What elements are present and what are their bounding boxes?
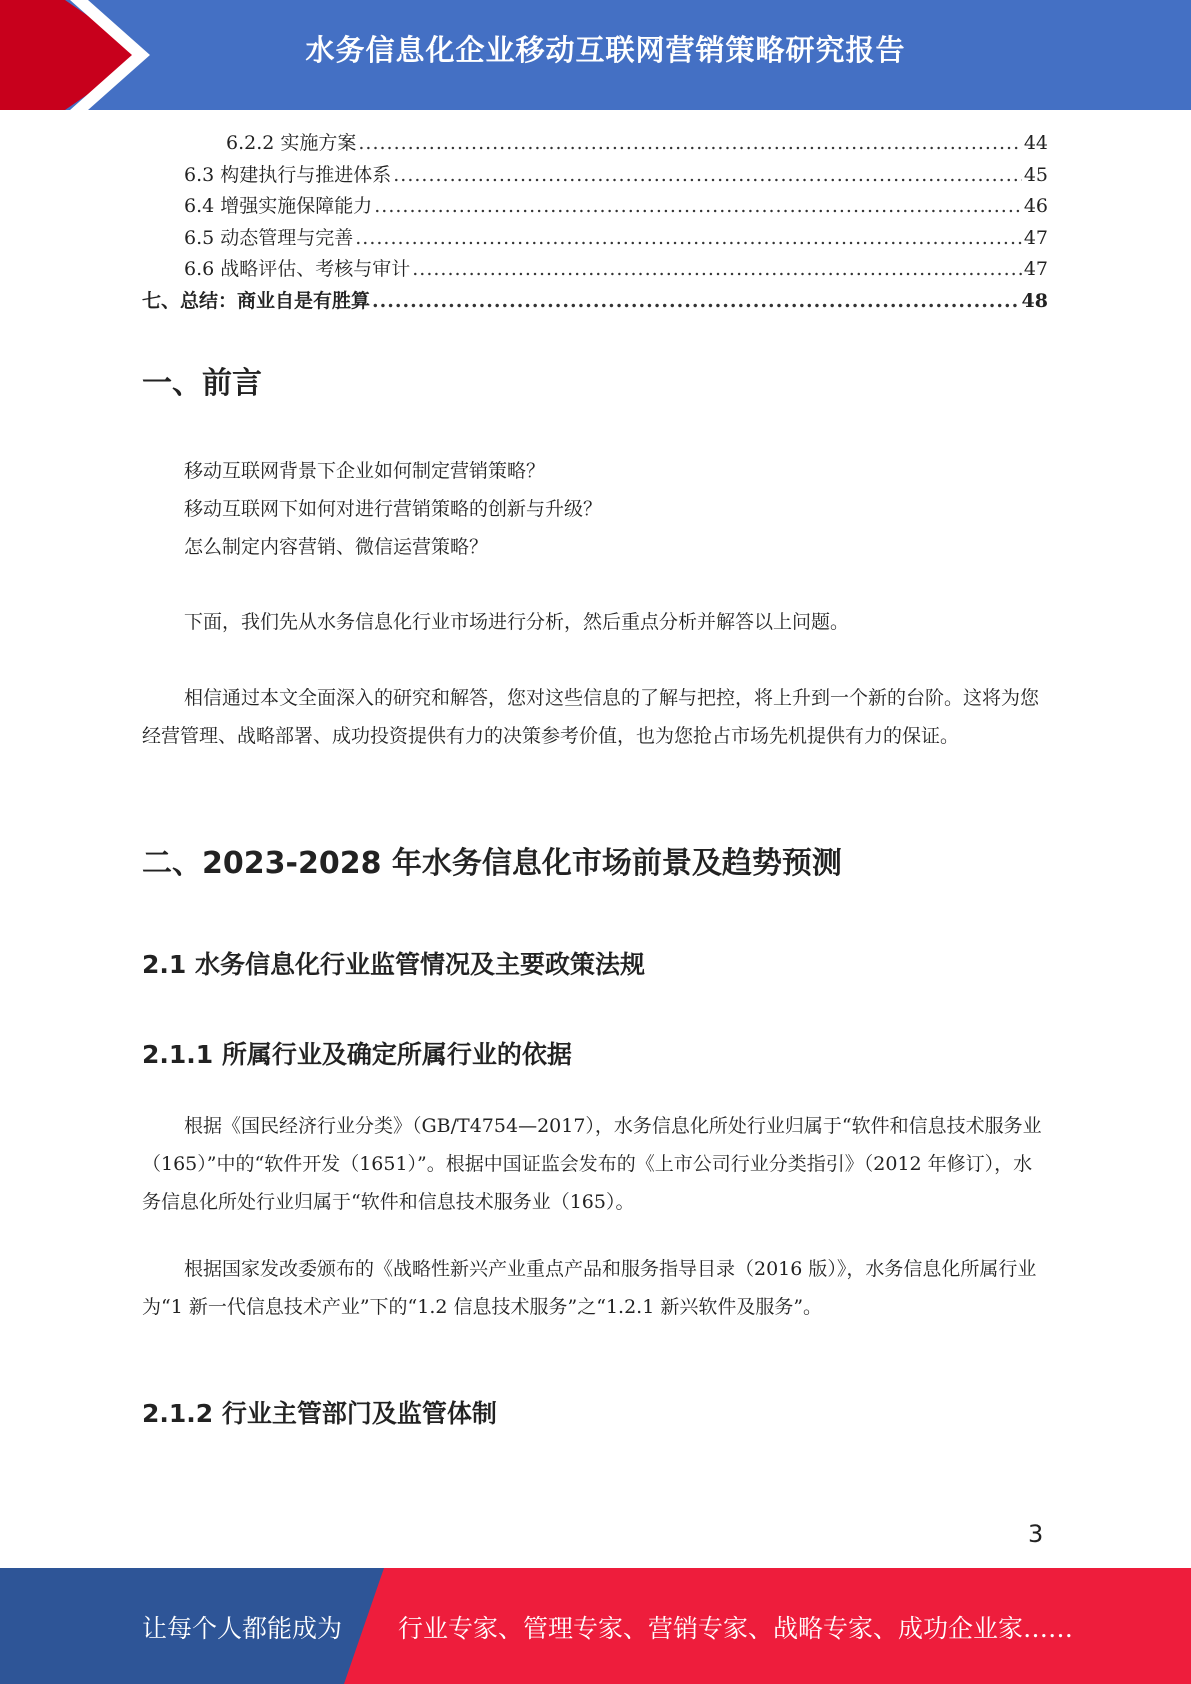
section-heading-preface: 一、前言 (142, 366, 262, 401)
subsection-heading-2-1-1: 2.1.1 所属行业及确定所属行业的依据 (142, 1040, 572, 1069)
section-heading-market-outlook: 二、2023-2028 年水务信息化市场前景及趋势预测 (142, 846, 842, 881)
toc-leader-dots (355, 223, 1022, 255)
toc-entry-page: 47 (1023, 226, 1048, 249)
report-title: 水务信息化企业移动互联网营销策略研究报告 (305, 33, 906, 67)
toc-leader-dots (372, 286, 1020, 318)
toc-entry-label: 6.6 战略评估、考核与审计 (184, 254, 412, 286)
toc-entry-label: 七、总结：商业自是有胜算 (142, 286, 372, 318)
preface-questions (142, 452, 1048, 566)
toc-entry-label: 6.5 动态管理与完善 (184, 223, 355, 255)
report-header (0, 0, 1191, 110)
toc-leader-dots (358, 128, 1021, 160)
footer-slogan-right: 行业专家、管理专家、营销专家、战略专家、成功企业家…… (398, 1614, 1074, 1643)
question-line: 移动互联网背景下企业如何制定营销策略？ (184, 460, 546, 482)
toc-entry[interactable] (142, 254, 1048, 286)
toc-entry[interactable] (142, 223, 1048, 255)
paragraph-text: 根据《国民经济行业分类》（GB/T4754—2017），水务信息化所处行业归属于“软件和信息技术服务业（165）”中的“软件开发（1651）”。根据中国证监会发布的《上市公司行业分类指引》（2012 年修订），水务信息化所处行业归属于“软件和信息技术服务业（165）。 (142, 1115, 1042, 1213)
toc-leader-dots (393, 160, 1022, 192)
strategic-industry-paragraph (142, 1250, 1048, 1326)
toc-entry-page: 47 (1023, 258, 1048, 280)
question-line: 怎么制定内容营销、微信运营策略？ (184, 536, 489, 558)
toc-entry-page: 48 (1021, 289, 1048, 312)
toc-entry[interactable] (142, 286, 1048, 318)
toc-entry[interactable] (142, 191, 1048, 223)
page-number: 3 (1028, 1520, 1044, 1548)
toc-leader-dots (412, 254, 1022, 286)
report-footer (0, 1568, 1191, 1684)
subsection-heading-2-1-2: 2.1.2 行业主管部门及监管体制 (142, 1399, 497, 1428)
paragraph-text: 相信通过本文全面深入的研究和解答，您对这些信息的了解与把控，将上升到一个新的台阶。这将为您经营管理、战略部署、成功投资提供有力的决策参考价值，也为您抢占市场先机提供有力的保证。 (142, 687, 1040, 747)
toc-entry[interactable] (142, 128, 1048, 160)
toc-entry-page: 46 (1023, 195, 1048, 217)
paragraph-text: 根据国家发改委颁布的《战略性新兴产业重点产品和服务指导目录（2016 版）》，水务信息化所属行业为“1 新一代信息技术产业”下的“1.2 信息技术服务”之“1.2.1 新兴软件及服务”。 (142, 1258, 1037, 1318)
toc-entry-label: 6.3 构建执行与推进体系 (184, 160, 393, 192)
footer-slogan-left: 让每个人都能成为 (142, 1614, 343, 1643)
preface-paragraph (142, 679, 1048, 755)
question-line: 移动互联网下如何对进行营销策略的创新与升级？ (184, 498, 603, 520)
subsection-heading-2-1: 2.1 水务信息化行业监管情况及主要政策法规 (142, 950, 645, 979)
toc-entry-label: 6.4 增强实施保障能力 (184, 191, 374, 223)
toc-leader-dots (374, 191, 1022, 223)
toc-entry-page: 44 (1023, 132, 1048, 154)
toc-entry-label: 6.2.2 实施方案 (226, 128, 358, 160)
toc-entry-page: 45 (1023, 163, 1048, 186)
preface-paragraph (142, 603, 1048, 641)
table-of-contents (142, 128, 1048, 317)
paragraph-text: 下面，我们先从水务信息化行业市场进行分析，然后重点分析并解答以上问题。 (184, 611, 850, 633)
toc-entry[interactable] (142, 160, 1048, 192)
industry-classification-paragraph (142, 1107, 1048, 1221)
